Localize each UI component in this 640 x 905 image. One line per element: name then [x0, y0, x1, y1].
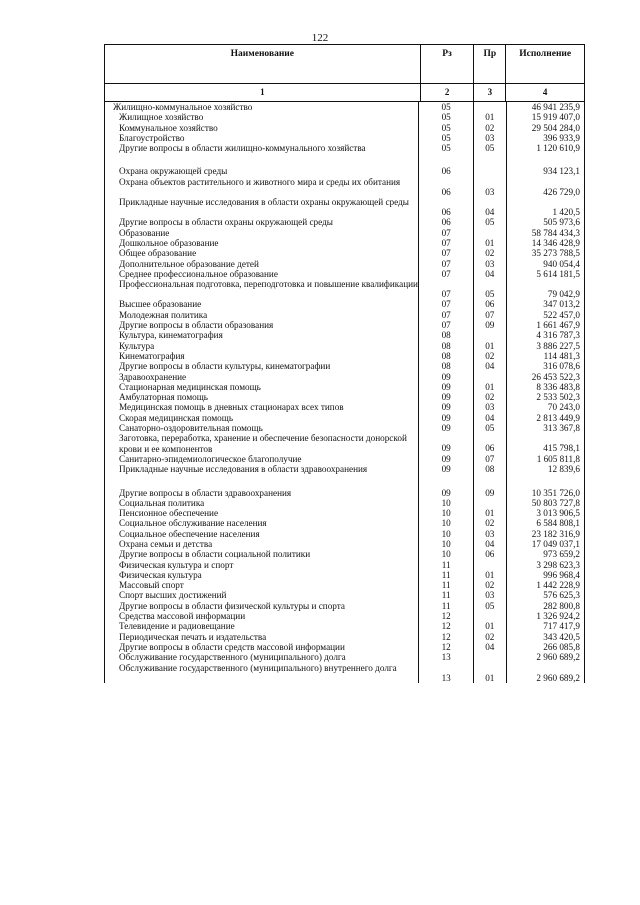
row-pr [474, 611, 507, 621]
row-rz: 09 [419, 423, 474, 433]
row-pr: 09 [474, 320, 507, 330]
row-rz: 09 [419, 464, 474, 474]
row-sum: 2 960 689,2 [536, 672, 580, 683]
table-body [104, 102, 585, 683]
row-pr: 08 [474, 464, 507, 474]
row-rz: 05 [419, 102, 474, 112]
row-sum: 14 346 428,9 [531, 237, 580, 248]
header-rz: Рз [421, 45, 475, 83]
row-sum: 5 614 181,5 [536, 268, 580, 279]
table-row [105, 143, 584, 153]
row-name: Другие вопросы в области социальной политики [105, 549, 419, 559]
row-sum: 3 013 906,5 [536, 508, 580, 519]
row-name: Обслуживание государственного (муниципального) долга [105, 652, 419, 662]
row-pr [474, 330, 507, 340]
column-number-row [104, 84, 585, 102]
row-sum: 1 661 467,9 [536, 320, 580, 331]
table-row [105, 601, 584, 611]
row-name: Обслуживание государственного (муниципального) внутреннего долга [105, 663, 419, 683]
table-row [105, 580, 584, 590]
row-pr: 04 [474, 539, 507, 549]
table-row [105, 539, 584, 549]
row-sum: 3 886 227,5 [536, 340, 580, 351]
row-rz: 07 [419, 238, 474, 248]
table-row-spacer [105, 153, 584, 166]
table-row [105, 166, 584, 176]
row-sum: 2 960 689,2 [536, 652, 580, 663]
row-sum: 576 625,3 [543, 590, 580, 601]
row-name: Другие вопросы в области образования [105, 320, 419, 330]
spacer-cell [507, 475, 584, 488]
row-name: Амбулаторная помощь [105, 392, 419, 402]
row-pr [474, 560, 507, 570]
row-rz: 11 [419, 570, 474, 580]
row-sum: 114 481,3 [543, 350, 580, 361]
row-sum: 996 968,4 [543, 569, 580, 580]
row-rz: 12 [419, 642, 474, 652]
row-name: Физическая культура [105, 570, 419, 580]
row-rz: 12 [419, 621, 474, 631]
row-name: Социальное обслуживание населения [105, 518, 419, 528]
row-sum: 1 120 610,9 [536, 143, 580, 154]
row-pr: 02 [474, 248, 507, 258]
row-rz: 10 [419, 518, 474, 528]
row-pr [474, 102, 507, 112]
row-name: Медицинская помощь в дневных стационарах всех типов [105, 402, 419, 412]
row-rz: 08 [419, 341, 474, 351]
row-rz: 13 [419, 652, 474, 662]
row-sum: 79 042,9 [547, 289, 580, 300]
row-sum: 717 417,9 [543, 621, 580, 632]
row-rz: 05 [419, 133, 474, 143]
row-name: Образование [105, 228, 419, 238]
page-number: 122 [311, 32, 329, 44]
row-name: Дошкольное образование [105, 238, 419, 248]
row-rz: 09 [419, 488, 474, 498]
row-rz: 10 [419, 498, 474, 508]
table-row [105, 341, 584, 351]
row-sum: 2 813 449,9 [536, 412, 580, 423]
row-name: Телевидение и радиовещание [105, 621, 419, 631]
row-sum: 973 659,2 [543, 549, 580, 560]
row-pr: 01 [474, 508, 507, 518]
row-name: Санаторно-оздоровительная помощь [105, 423, 419, 433]
row-sum: 343 420,5 [543, 631, 580, 642]
row-rz: 07 [419, 320, 474, 330]
row-sum: 35 273 788,5 [531, 248, 580, 259]
row-pr [474, 498, 507, 508]
table-row [105, 621, 584, 631]
header-pr: Пр [474, 45, 506, 83]
table-row [105, 433, 584, 454]
row-pr: 04 [474, 197, 507, 217]
row-pr: 03 [474, 133, 507, 143]
row-pr [474, 372, 507, 382]
row-name: Скорая медицинская помощь [105, 413, 419, 423]
row-name: Кинематография [105, 351, 419, 361]
row-name: Массовый спорт [105, 580, 419, 590]
row-rz: 08 [419, 351, 474, 361]
row-rz: 09 [419, 402, 474, 412]
table-row [105, 642, 584, 652]
row-pr: 02 [474, 580, 507, 590]
row-name: Прикладные научные исследования в области охраны окружающей среды [105, 197, 419, 217]
row-pr: 03 [474, 590, 507, 600]
row-name: Другие вопросы в области здравоохранения [105, 488, 419, 498]
row-pr: 04 [474, 269, 507, 279]
row-name: Охрана объектов растительного и животного мира и среды их обитания [105, 177, 419, 197]
table-row [105, 402, 584, 412]
row-pr: 02 [474, 351, 507, 361]
row-rz: 09 [419, 454, 474, 464]
row-pr: 09 [474, 488, 507, 498]
row-name: Коммунальное хозяйство [105, 123, 419, 133]
row-rz: 06 [419, 166, 474, 176]
row-sum: 396 933,9 [543, 132, 580, 143]
row-pr: 01 [474, 382, 507, 392]
row-rz: 11 [419, 580, 474, 590]
row-sum: 1 442 228,9 [536, 580, 580, 591]
row-name: Дополнительное образование детей [105, 259, 419, 269]
table-row [105, 652, 584, 662]
row-sum: 1 605 811,8 [536, 453, 580, 464]
row-pr: 01 [474, 570, 507, 580]
row-name: Культура [105, 341, 419, 351]
row-sum: 282 800,8 [543, 600, 580, 611]
row-pr: 03 [474, 177, 507, 197]
spacer-cell [474, 475, 507, 488]
table-row [105, 413, 584, 423]
table-row [105, 299, 584, 309]
row-pr: 05 [474, 279, 507, 299]
row-pr: 01 [474, 238, 507, 248]
row-pr: 05 [474, 217, 507, 227]
table-row [105, 102, 584, 112]
row-name: Высшее образование [105, 299, 419, 309]
row-rz: 07 [419, 228, 474, 238]
row-sum: 10 351 726,0 [531, 487, 580, 498]
row-name: Социальное обеспечение населения [105, 529, 419, 539]
row-name: Охрана окружающей среды [105, 166, 419, 176]
row-rz: 05 [419, 123, 474, 133]
row-sum: 12 839,6 [547, 464, 580, 475]
row-name: Общее образование [105, 248, 419, 258]
table-row [105, 197, 584, 217]
row-sum: 266 085,8 [543, 641, 580, 652]
row-pr: 06 [474, 433, 507, 454]
row-sum: 1 420,5 [552, 207, 580, 218]
spacer-cell [419, 475, 474, 488]
table-row [105, 423, 584, 433]
row-pr: 02 [474, 518, 507, 528]
row-name: Молодежная политика [105, 310, 419, 320]
table-row [105, 248, 584, 258]
row-name: Другие вопросы в области средств массовой информации [105, 642, 419, 652]
row-sum: 23 182 316,9 [531, 528, 580, 539]
table-row [105, 632, 584, 642]
table-row [105, 133, 584, 143]
row-rz: 07 [419, 259, 474, 269]
row-sum: 17 049 037,1 [531, 538, 580, 549]
row-sum: 940 054,4 [543, 258, 580, 269]
row-rz: 10 [419, 539, 474, 549]
row-sum: 2 533 502,3 [536, 392, 580, 403]
budget-table [104, 44, 585, 683]
table-row [105, 392, 584, 402]
table-row [105, 217, 584, 227]
row-name: Стационарная медицинская помощь [105, 382, 419, 392]
row-rz: 07 [419, 269, 474, 279]
row-pr: 05 [474, 423, 507, 433]
row-sum: 316 078,6 [543, 361, 580, 372]
table-row [105, 488, 584, 498]
table-row [105, 570, 584, 580]
table-row [105, 320, 584, 330]
row-name: Профессиональная подготовка, переподготовка и повышение квалификации [105, 279, 419, 299]
row-pr: 01 [474, 663, 507, 683]
row-pr: 01 [474, 341, 507, 351]
row-rz: 07 [419, 299, 474, 309]
column-number-1: 1 [105, 84, 421, 101]
row-name: Периодическая печать и издательства [105, 632, 419, 642]
row-pr: 07 [474, 454, 507, 464]
table-row [105, 518, 584, 528]
row-name: Прикладные научные исследования в области здравоохранения [105, 464, 419, 474]
row-name: Пенсионное обеспечение [105, 508, 419, 518]
row-rz: 11 [419, 590, 474, 600]
row-sum: 8 336 483,8 [536, 381, 580, 392]
table-row [105, 663, 584, 683]
row-rz: 08 [419, 330, 474, 340]
row-rz: 07 [419, 310, 474, 320]
row-name: Социальная политика [105, 498, 419, 508]
row-name: Другие вопросы в области охраны окружающей среды [105, 217, 419, 227]
row-rz: 09 [419, 433, 474, 454]
row-rz: 05 [419, 143, 474, 153]
row-pr [474, 228, 507, 238]
row-sum: 50 803 727,8 [531, 497, 580, 508]
row-name: Физическая культура и спорт [105, 560, 419, 570]
row-rz: 10 [419, 529, 474, 539]
row-rz: 10 [419, 508, 474, 518]
row-rz: 09 [419, 382, 474, 392]
row-rz: 09 [419, 372, 474, 382]
spacer-cell [105, 153, 419, 166]
table-row [105, 498, 584, 508]
row-pr: 04 [474, 642, 507, 652]
row-pr: 03 [474, 259, 507, 269]
table-row [105, 238, 584, 248]
row-sum: 415 798,1 [543, 443, 580, 454]
row-pr: 02 [474, 123, 507, 133]
spacer-cell [105, 475, 419, 488]
spacer-cell [419, 153, 474, 166]
row-pr: 01 [474, 112, 507, 122]
row-name: Благоустройство [105, 133, 419, 143]
row-name: Охрана семьи и детства [105, 539, 419, 549]
row-name: Заготовка, переработка, хранение и обеспечение безопасности донорской крови и ее компонентов [105, 433, 419, 454]
table-row [105, 590, 584, 600]
row-name: Другие вопросы в области культуры, кинематографии [105, 361, 419, 371]
row-pr: 05 [474, 143, 507, 153]
row-sum: 26 453 522,3 [531, 371, 580, 382]
row-sum: 46 941 235,9 [531, 102, 580, 112]
row-name: Культура, кинематография [105, 330, 419, 340]
table-row [105, 361, 584, 371]
table-row [105, 330, 584, 340]
row-pr: 04 [474, 361, 507, 371]
table-header [104, 44, 585, 84]
column-number-2: 2 [421, 84, 475, 101]
column-number-3: 3 [474, 84, 506, 101]
row-rz: 07 [419, 248, 474, 258]
row-rz: 07 [419, 279, 474, 299]
table-row [105, 351, 584, 361]
table-row-spacer [105, 475, 584, 488]
table-row [105, 372, 584, 382]
row-sum: 6 584 808,1 [536, 518, 580, 529]
row-name: Здравоохранение [105, 372, 419, 382]
row-name: Жилищное хозяйство [105, 112, 419, 122]
row-rz: 10 [419, 549, 474, 559]
row-pr: 07 [474, 310, 507, 320]
row-rz: 06 [419, 197, 474, 217]
row-rz: 06 [419, 177, 474, 197]
row-sum: 505 973,6 [543, 217, 580, 228]
row-pr: 05 [474, 601, 507, 611]
table-row [105, 454, 584, 464]
row-rz: 13 [419, 663, 474, 683]
row-sum: 4 316 787,3 [536, 330, 580, 341]
row-name: Санитарно-эпидемиологическое благополучие [105, 454, 419, 464]
header-sum: Исполнение [519, 49, 572, 59]
table-row [105, 177, 584, 197]
table-row [105, 269, 584, 279]
column-number-4: 4 [542, 87, 548, 97]
table-row [105, 382, 584, 392]
row-pr: 01 [474, 621, 507, 631]
row-pr: 06 [474, 549, 507, 559]
row-sum: 347 013,2 [543, 299, 580, 310]
row-rz: 12 [419, 611, 474, 621]
row-name: Среднее профессиональное образование [105, 269, 419, 279]
row-name: Жилищно-коммунальное хозяйство [105, 102, 419, 112]
row-pr: 04 [474, 413, 507, 423]
row-rz: 06 [419, 217, 474, 227]
row-name: Средства массовой информации [105, 611, 419, 621]
table-row [105, 560, 584, 570]
row-rz: 05 [419, 112, 474, 122]
row-pr: 03 [474, 402, 507, 412]
table-row [105, 112, 584, 122]
table-row [105, 611, 584, 621]
spacer-cell [507, 153, 584, 166]
row-pr [474, 652, 507, 662]
row-rz: 11 [419, 560, 474, 570]
row-sum: 3 298 623,3 [536, 559, 580, 570]
row-sum: 29 504 284,0 [531, 122, 580, 133]
row-name: Другие вопросы в области жилищно-коммунального хозяйства [105, 143, 419, 153]
row-sum: 934 123,1 [543, 166, 580, 177]
row-rz: 09 [419, 413, 474, 423]
row-pr: 03 [474, 529, 507, 539]
row-name: Спорт высших достижений [105, 590, 419, 600]
row-sum: 426 729,0 [543, 186, 580, 197]
row-rz: 12 [419, 632, 474, 642]
row-sum: 522 457,0 [543, 309, 580, 320]
row-sum: 70 243,0 [547, 402, 580, 413]
row-rz: 08 [419, 361, 474, 371]
row-sum: 58 784 434,3 [531, 227, 580, 238]
row-name: Другие вопросы в области физической культуры и спорта [105, 601, 419, 611]
row-sum: 15 919 407,0 [531, 112, 580, 123]
row-rz: 09 [419, 392, 474, 402]
table-row [105, 279, 584, 299]
row-pr: 02 [474, 392, 507, 402]
row-rz: 11 [419, 601, 474, 611]
table-row [105, 508, 584, 518]
table-row [105, 259, 584, 269]
spacer-cell [474, 153, 507, 166]
row-pr: 06 [474, 299, 507, 309]
row-pr: 02 [474, 632, 507, 642]
table-row [105, 464, 584, 474]
table-row [105, 529, 584, 539]
row-sum: 313 367,8 [543, 423, 580, 434]
row-sum: 1 326 924,2 [536, 611, 580, 622]
table-row [105, 123, 584, 133]
table-row [105, 549, 584, 559]
table-row [105, 310, 584, 320]
header-name: Наименование [105, 45, 421, 83]
table-row [105, 228, 584, 238]
row-pr [474, 166, 507, 176]
